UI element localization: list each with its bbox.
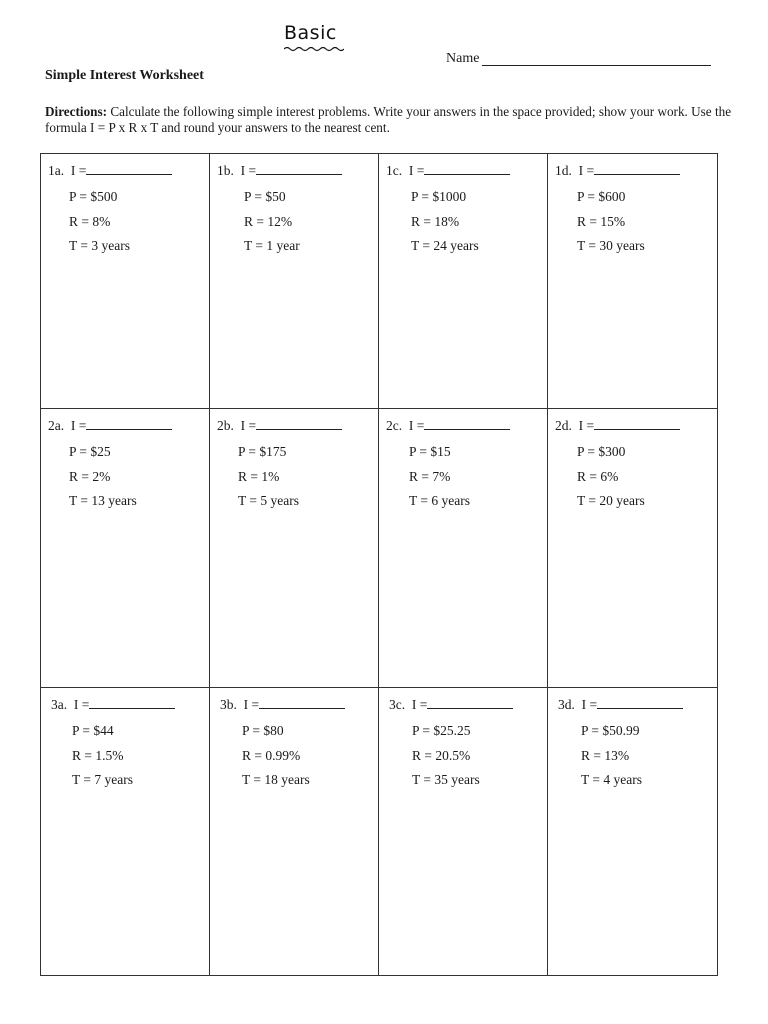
time: T = 6 years (409, 493, 470, 508)
problem-label: 1b. (217, 163, 234, 178)
interest-label: I = (411, 697, 428, 712)
directions-text: Calculate the following simple interest problems. Write your answers in the space provided; show your work. Use the formula I = P x R x T and round your answers to the nearest cent. (45, 104, 732, 135)
principal: P = $50.99 (581, 723, 640, 738)
problem-cell[interactable] (548, 688, 717, 975)
time: T = 30 years (577, 238, 645, 253)
problem-label: 2a. (48, 418, 65, 433)
interest-label: I = (70, 163, 87, 178)
interest-label: I = (243, 697, 260, 712)
answer-blank[interactable] (427, 696, 513, 709)
principal: P = $500 (69, 189, 118, 204)
problem-cell[interactable] (379, 154, 548, 409)
problem-cell[interactable] (210, 409, 379, 688)
answer-blank[interactable] (594, 162, 680, 175)
answer-blank[interactable] (259, 696, 345, 709)
rate: R = 18% (411, 213, 460, 229)
handwritten-level-note: Basic (284, 22, 337, 44)
problem-grid (40, 153, 718, 976)
principal: P = $25 (69, 444, 111, 459)
problem-cell[interactable] (41, 688, 210, 975)
problem-label: 3d. (558, 697, 575, 712)
interest-label: I = (578, 163, 595, 178)
time: T = 3 years (69, 238, 130, 253)
rate: R = 2% (69, 468, 111, 484)
rate: R = 13% (581, 747, 630, 763)
rate: R = 20.5% (412, 747, 471, 763)
principal: P = $300 (577, 444, 626, 459)
answer-blank[interactable] (89, 696, 175, 709)
rate: R = 8% (69, 213, 111, 229)
interest-label: I = (578, 418, 595, 433)
principal: P = $15 (409, 444, 451, 459)
interest-label: I = (240, 418, 257, 433)
problem-label: 2d. (555, 418, 572, 433)
principal: P = $80 (242, 723, 284, 738)
problem-label: 3b. (220, 697, 237, 712)
answer-blank[interactable] (597, 696, 683, 709)
name-label: Name (446, 51, 480, 66)
problem-label: 2b. (217, 418, 234, 433)
problem-cell[interactable] (41, 154, 210, 409)
time: T = 35 years (412, 772, 480, 787)
time: T = 20 years (577, 493, 645, 508)
rate: R = 1% (238, 468, 280, 484)
time: T = 5 years (238, 493, 299, 508)
problem-label: 2c. (386, 418, 403, 433)
rate: R = 6% (577, 468, 619, 484)
problem-cell[interactable] (210, 154, 379, 409)
answer-blank[interactable] (594, 417, 680, 430)
principal: P = $44 (72, 723, 114, 738)
time: T = 18 years (242, 772, 310, 787)
interest-label: I = (408, 163, 425, 178)
problem-cell[interactable] (548, 154, 717, 409)
answer-blank[interactable] (424, 417, 510, 430)
worksheet-title: Simple Interest Worksheet (45, 68, 204, 83)
principal: P = $175 (238, 444, 287, 459)
interest-label: I = (73, 697, 90, 712)
answer-blank[interactable] (256, 162, 342, 175)
problem-label: 3c. (389, 697, 406, 712)
problem-label: 3a. (51, 697, 68, 712)
principal: P = $600 (577, 189, 626, 204)
problem-label: 1a. (48, 163, 65, 178)
wavy-underline (284, 46, 344, 52)
answer-blank[interactable] (424, 162, 510, 175)
time: T = 1 year (244, 238, 300, 253)
answer-blank[interactable] (256, 417, 342, 430)
rate: R = 12% (244, 213, 293, 229)
rate: R = 1.5% (72, 747, 124, 763)
interest-label: I = (240, 163, 257, 178)
problem-label: 1c. (386, 163, 403, 178)
directions (45, 104, 735, 136)
interest-label: I = (581, 697, 598, 712)
time: T = 24 years (411, 238, 479, 253)
principal: P = $1000 (411, 189, 467, 204)
name-field[interactable] (482, 65, 711, 66)
problem-cell[interactable] (379, 409, 548, 688)
time: T = 4 years (581, 772, 642, 787)
directions-label: Directions: (45, 104, 108, 119)
time: T = 7 years (72, 772, 133, 787)
problem-label: 1d. (555, 163, 572, 178)
interest-label: I = (70, 418, 87, 433)
problem-cell[interactable] (379, 688, 548, 975)
time: T = 13 years (69, 493, 137, 508)
rate: R = 0.99% (242, 747, 301, 763)
answer-blank[interactable] (86, 417, 172, 430)
principal: P = $50 (244, 189, 286, 204)
problem-cell[interactable] (210, 688, 379, 975)
problem-cell[interactable] (41, 409, 210, 688)
problem-cell[interactable] (548, 409, 717, 688)
rate: R = 7% (409, 468, 451, 484)
answer-blank[interactable] (86, 162, 172, 175)
interest-label: I = (408, 418, 425, 433)
rate: R = 15% (577, 213, 626, 229)
principal: P = $25.25 (412, 723, 471, 738)
